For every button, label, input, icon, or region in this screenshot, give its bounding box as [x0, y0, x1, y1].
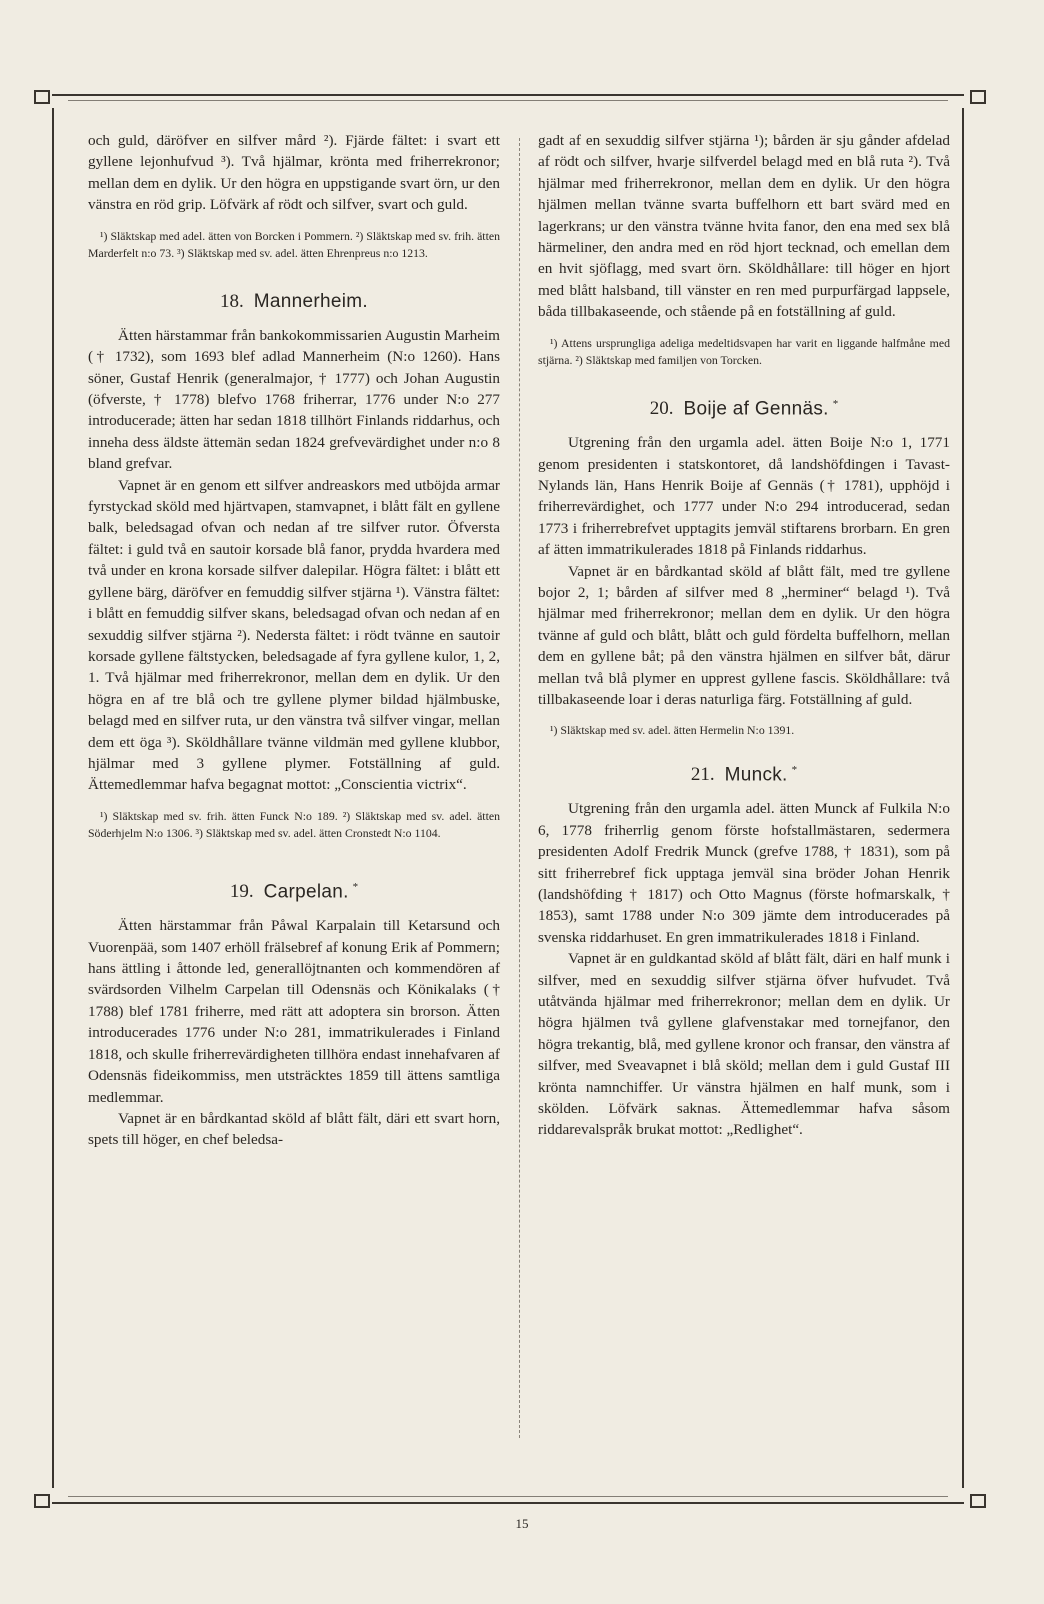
section-title: Munck.: [724, 764, 788, 786]
section-19-paragraph-2: Vapnet är en bårdkantad sköld af blått fält, däri ett svart horn, spets till höger, en chef beledsa-: [88, 1109, 500, 1149]
frame-bottom-rule: [52, 1502, 964, 1504]
left-intro-paragraph: och guld, däröfver en silfver mård ²). Fjärde fältet: i svart ett gyllene lejonhufvud ³). Två hjälmar, krönta med friherrekronor; mellan dem en dylik. Ur den högra en uppstigande svart örn, ur den vänstra en röd grip. Löfvärk af rödt och silfver, svart och guld.: [88, 132, 500, 214]
frame-bottom-inner-rule: [68, 1496, 948, 1497]
section-title: Mannerheim.: [253, 290, 368, 312]
left-column: [88, 130, 500, 1151]
section-title: Carpelan.: [263, 881, 349, 903]
section-19-heading: [88, 881, 500, 903]
section-number: 20.: [649, 398, 674, 420]
asterisk-mark: *: [352, 880, 359, 893]
frame-top-inner-rule: [68, 100, 948, 101]
right-intro-paragraph: gadt af en sexuddig silfver stjärna ¹); bården är sju gånder afdelad af rödt och silfver, hvarje silfverdel belagd med en blå ruta ²). Två hjälmar med friherrekronor, mellan dem en dylik. Ur den högra hjälmen mellan tvänne svarta buffelhorn ett bart svärd med en lagerkrans; ur den vänstra tvänne hvita fanor, den ena med sex blå härmeliner, den andra med en röd hjort tecknad, och emellan dem en hvit sjöflagg, med svart örn. Sköldhållare: till höger en hjort med blått halsband, till vänster en ren med purpurfärgad lappsele, båda tillbakaseende, och stående på en fotställning af guld.: [538, 132, 950, 321]
section-number: 18.: [220, 290, 244, 312]
asterisk-mark: *: [791, 764, 798, 777]
section-18-paragraph-1: Ätten härstammar från bankokommissarien Augustin Marheim († 1732), som 1693 blef adlad Mannerheim (N:o 1260). Hans söner, Gustaf Henrik (generalmajor, † 1777) och Johan Augustin (öfverste, † 1778) blefvo 1768 friherrar, 1776 under N:o 277 introducerade; ätten har sedan 1818 tillhört Finlands riddarhus, och inneha dess äldste ättemän sedan 1824 grefvevärdighet under n:o 8 bland grefvar.: [88, 326, 500, 473]
section-21-paragraph-1: Utgrening från den urgamla adel. ätten Munck af Fulkila N:o 6, 1778 friherrlig genom förste hofstallmästaren, sedermera presidenten Adolf Fredrik Munck (grefve 1788, † 1831), som på sitt friherrebref fick upptaga jemväl sina bröder Johan Henrik (landshöfding † 1817) och Otto Magnus (förste hofmarskalk, † 1853), samt 1788 under N:o 309 jämte dem introducerades på svenska riddarhuset. En gren immatrikulerades 1818 i Finland.: [538, 800, 950, 946]
column-divider: [519, 138, 521, 1438]
corner-ornament-bottom-left: [34, 1494, 50, 1508]
frame-right-rule: [962, 108, 964, 1488]
section-19-paragraph-1: Ätten härstammar från Påwal Karpalain till Ketarsund och Vuorenpää, som 1407 erhöll frälsebref af konung Erik af Pommern; hans ättling i åttonde led, generallöjtnanten och kommendören af svärdsorden Vilhelm Carpelan till Odensnäs och Könikalaks († 1788) blef 1781 friherre, med rätt att adoptera sin brorson. Ätten introducerades 1776 under N:o 281, immatrikulerades i Finland 1818, och skulle friherrevärdigheten tillhöra endast innehafvaren af Odensnäs fideikommiss, men utsträcktes 1859 till ättens samtliga medlemmar.: [88, 917, 500, 1106]
section-21-paragraph-2: Vapnet är en guldkantad sköld af blått fält, däri en half munk i silfver, med en sexuddig silfver stjärna öfver hufvudet. Två utåtvända hjälmar med friherrekronor; mellan dem en dylik. Ur högra hjälmen två gyllene glafvenstakar med tornejfanor, den högra trekantig, blå, med gyllene kronor och fransar, den vänstra af silfver, med Sveavapnet i blå sköld; mellan dem i guld Gustaf III krönta namnchiffer. Ur vänstra hjälmen en half munk, som i skölden. Löfvärk saknas. Ättemedlemmar hafva såsom riddarevalspråk brukat mottot: „Redlighet“.: [538, 950, 950, 1139]
section-18-heading: [88, 291, 500, 313]
section-21-heading: [538, 764, 950, 786]
left-intro-footnotes: ¹) Släktskap med adel. ätten von Borcken i Pommern. ²) Släktskap med sv. frih. ätten Marderfelt n:o 73. ³) Släktskap med sv. adel. ätten Ehrenpreus n:o 1213.: [88, 228, 500, 261]
corner-ornament-bottom-right: [970, 1494, 986, 1508]
section-20-paragraph-2: Vapnet är en bårdkantad sköld af blått fält, med tre gyllene bojor 2, 1; bården af silfver med 8 „herminer“ belagd ¹). Två hjälmar med friherrekronor; mellan dem en dylik. Ur den högra tvänne af guld och blått, blått och guld fördelta buffelhorn, mellan dem en gyllene båt; på den vänstra hjälmen en silfver båt, därur mellan två blå plymer en upprest gyllene fascis. Sköldhållare: två tillbakaseende loar i deras naturliga färg. Fotställning af guld.: [538, 562, 950, 709]
section-title: Boije af Gennäs.: [683, 398, 829, 420]
section-20-footnotes: ¹) Släktskap med sv. adel. ätten Hermelin N:o 1391.: [550, 723, 795, 738]
section-18-footnotes: ¹) Släktskap med sv. frih. ätten Funck N:o 189. ²) Släktskap med sv. adel. ätten Söderhjelm N:o 1306. ³) Släktskap med sv. adel. ätten Cronstedt N:o 1104.: [88, 808, 500, 841]
corner-ornament-top-left: [34, 90, 50, 104]
section-18-paragraph-2: Vapnet är en genom ett silfver andreaskors med utböjda armar fyrstyckad sköld med hjärtvapen, stamvapnet, i blått fält en gyllene balk, beledsagad ofvan och nedan af tre silfver rutor. Öfversta fältet: i guld två en sautoir korsade blå fanor, prydda hvardera med två under en krona korsade silfver dalepilar. Högra fältet: i blått ett gyllene bärg, däröfver en femuddig silfver stjärna ¹). Vänstra fältet: i blått en femuddig silfver skans, beledsagad ofvan och nedan af en sexuddig silfver stjärna ²). Nedersta fältet: i rödt tvänne en sautoir korsade gyllene fältstycken, beledsagade af fyra gyllene kulor, 1, 2, 1. Två hjälmar med friherrekronor, mellan dem en dylik. Ur den högra en af tre blå och tre gyllene plymer bildad hjälmbuske, belagd med en silfver ruta, ur den vänstra två silfver vingar, mellan dem ett öga ³). Sköldhållare tvänne vildmän med gyllene klubbor, hjälmar med 3 gyllene plymer. Fotställning af guld. Ättemedlemmar hafva begagnat mottot: „Conscientia victrix“.: [88, 476, 500, 794]
section-number: 19.: [229, 881, 254, 903]
section-20-heading: [538, 398, 950, 420]
page-number: 15: [515, 1516, 529, 1531]
right-column: [538, 130, 950, 1141]
frame-left-rule: [52, 108, 54, 1488]
right-intro-footnotes: ¹) Attens ursprungliga adeliga medeltidsvapen har varit en liggande halfmåne med stjärna. ²) Släktskap med familjen von Torcken.: [538, 335, 950, 368]
section-number: 21.: [690, 764, 715, 786]
section-20-paragraph-1: Utgrening från den urgamla adel. ätten Boije N:o 1, 1771 genom presidenten i statskontoret, då landshöfdingen i Tavast-Nylands län, Hans Henrik Boije af Gennäs († 1781), upphöjd i friherrevärdighet, och 1777 under N:o 294 introducerad, sedan 1773 i friherrebrefvet upptagits jemväl stiftarens brorbarn. En gren af ätten immatrikulerades 1818 på Finlands riddarhus.: [538, 434, 950, 559]
frame-top-rule: [52, 94, 964, 96]
corner-ornament-top-right: [970, 90, 986, 104]
asterisk-mark: *: [832, 397, 839, 410]
